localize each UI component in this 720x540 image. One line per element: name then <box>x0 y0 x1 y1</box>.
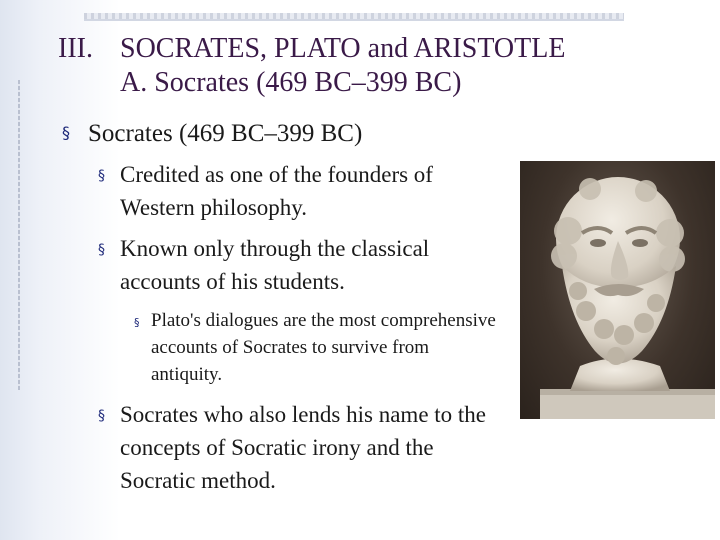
sub-bullet-text: Plato's dialogues are the most comprehensive accounts of Socrates to survive from antiquity. <box>151 310 496 385</box>
bullet-icon: § <box>98 408 105 424</box>
title-subtitle: A. Socrates (469 BC–399 BC) <box>120 67 462 98</box>
bullet-point-1 <box>98 158 508 224</box>
bullet-point-text: Socrates who also lends his name to the concepts of Socratic irony and the Socratic method. <box>120 402 487 493</box>
bullet-icon: § <box>98 168 105 184</box>
bullet-icon: § <box>62 123 70 142</box>
sub-bullet-point <box>134 307 504 388</box>
bullet-point-text: Known only through the classical accounts of his students. <box>120 236 430 294</box>
socrates-bust-photo <box>520 161 715 419</box>
top-decorative-underline <box>84 19 624 21</box>
bullet-icon: § <box>98 242 105 258</box>
bullet-point-2 <box>98 232 508 298</box>
bullet-point-3 <box>98 398 508 497</box>
title-main: SOCRATES, PLATO and ARISTOTLE <box>120 33 566 64</box>
left-decorative-rule <box>18 80 20 390</box>
bullet-icon: § <box>134 316 140 329</box>
socrates-bust-icon <box>520 161 715 419</box>
title-number: III. <box>58 33 93 64</box>
bullet-level1-text: Socrates (469 BC–399 BC) <box>88 120 363 147</box>
bullet-point-text: Credited as one of the founders of Western philosophy. <box>120 162 433 220</box>
bullet-level1 <box>62 118 362 149</box>
slide-title <box>58 32 565 100</box>
